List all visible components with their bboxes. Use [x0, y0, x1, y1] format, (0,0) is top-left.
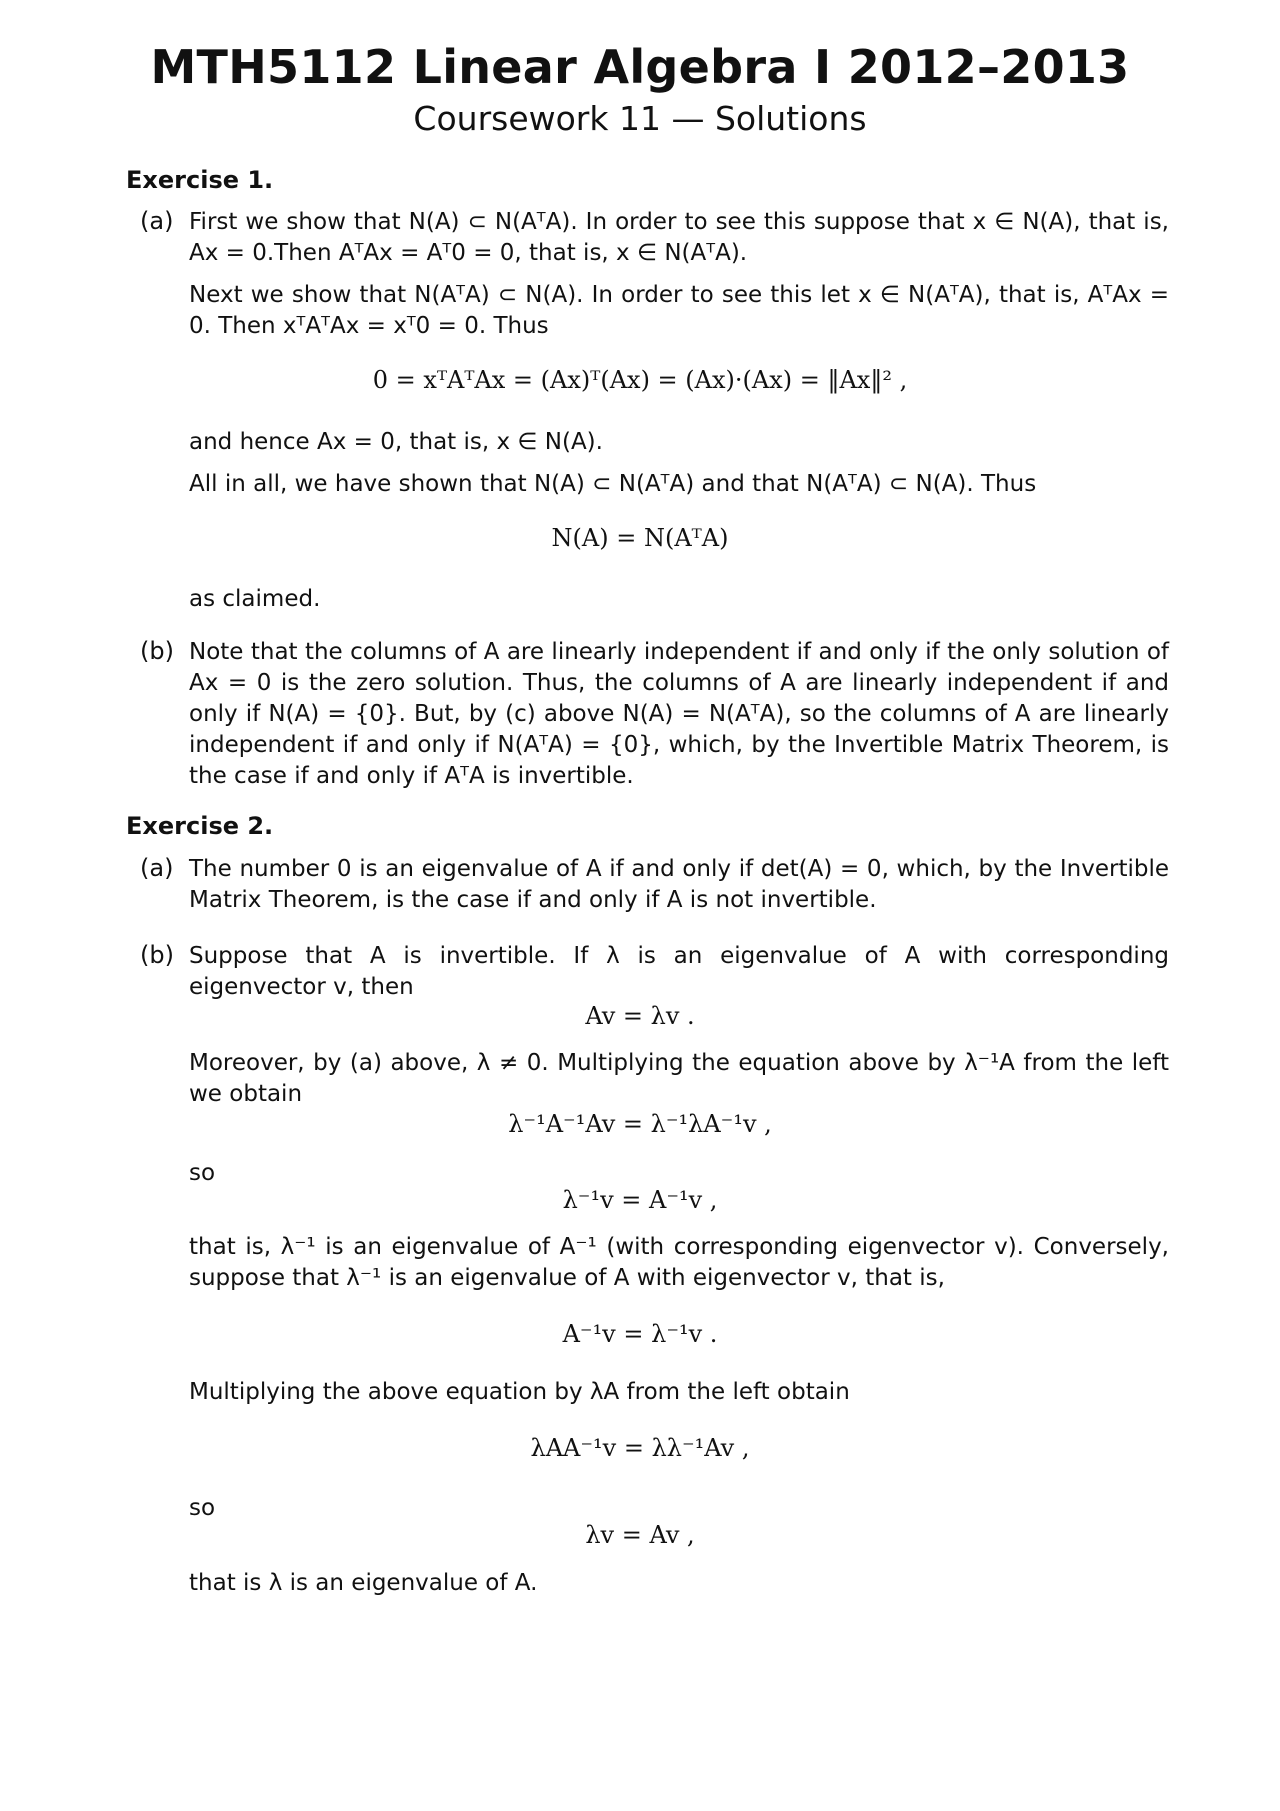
- exercise-2b-paragraph-4: Multiplying the above equation by λA from the left obtain: [189, 1379, 850, 1405]
- exercise-1a-equation-1: 0 = xᵀAᵀAx = (Ax)ᵀ(Ax) = (Ax)·(Ax) = ‖Ax‖² ,: [372, 366, 908, 394]
- exercise-1a-label: (a): [140, 207, 174, 235]
- exercise-2b-equation-3: λ⁻¹v = A⁻¹v ,: [562, 1186, 718, 1214]
- exercise-1a-equation-2: N(A) = N(AᵀA): [551, 524, 729, 552]
- exercise-2a-paragraph: The number 0 is an eigenvalue of A if and only if det(A) = 0, which, by the Invertible Matrix Theorem, is the case if and only if A is not invertible.: [189, 856, 1169, 913]
- exercise-1a-paragraph-1: First we show that N(A) ⊂ N(AᵀA). In order to see this suppose that x ∈ N(A), that is, Ax = 0.Then AᵀAx = Aᵀ0 = 0, that is, x ∈ N(AᵀA).: [189, 209, 1169, 266]
- exercise-2b-so-2: so: [189, 1495, 216, 1521]
- exercise-2b-equation-4: A⁻¹v = λ⁻¹v .: [562, 1320, 718, 1348]
- exercise-1a-paragraph-5: as claimed.: [189, 586, 321, 612]
- document-subtitle: Coursework 11 — Solutions: [413, 99, 867, 138]
- exercise-2b-paragraph-1: Suppose that A is invertible. If λ is an eigenvalue of A with corresponding eigenvector v, then: [189, 943, 1169, 1000]
- exercise-2b-equation-6: λv = Av ,: [585, 1521, 695, 1549]
- exercise-2b-paragraph-2: Moreover, by (a) above, λ ≠ 0. Multiplying the equation above by λ⁻¹A from the left we obtain: [189, 1050, 1169, 1107]
- exercise-2b-paragraph-3: that is, λ⁻¹ is an eigenvalue of A⁻¹ (with corresponding eigenvector v). Conversely, suppose that λ⁻¹ is an eigenvalue of A with eigenvector v, that is,: [189, 1234, 1169, 1291]
- document-title: MTH5112 Linear Algebra I 2012–2013: [150, 40, 1130, 94]
- exercise-2b-equation-1: Av = λv .: [585, 1002, 695, 1030]
- exercise-1a-paragraph-2: Next we show that N(AᵀA) ⊂ N(A). In order to see this let x ∈ N(AᵀA), that is, AᵀAx = 0. Then xᵀAᵀAx = xᵀ0 = 0. Thus: [189, 282, 1169, 339]
- exercise-2b-equation-2: λ⁻¹A⁻¹Av = λ⁻¹λA⁻¹v ,: [508, 1110, 772, 1138]
- exercise-2b-equation-5: λAA⁻¹v = λλ⁻¹Av ,: [530, 1434, 750, 1462]
- exercise-2b-so-1: so: [189, 1160, 216, 1186]
- exercise-2-heading: Exercise 2.: [126, 812, 274, 840]
- exercise-1b-paragraph: Note that the columns of A are linearly independent if and only if the only solution of Ax = 0 is the zero solution. Thus, the columns of A are linearly independent if and only if N(A) = {0}. But, by (c) above N(A) = N(AᵀA), so the columns of A are linearly independent if and only if N(AᵀA) = {0}, which, by the Invertible Matrix Theorem, is the case if and only if AᵀA is invertible.: [189, 639, 1169, 789]
- exercise-2b-paragraph-5: that is λ is an eigenvalue of A.: [189, 1570, 538, 1596]
- exercise-2b-label: (b): [140, 941, 174, 969]
- exercise-1-heading: Exercise 1.: [126, 166, 274, 194]
- exercise-1a-paragraph-3: and hence Ax = 0, that is, x ∈ N(A).: [189, 429, 603, 455]
- exercise-1a-paragraph-4: All in all, we have shown that N(A) ⊂ N(AᵀA) and that N(AᵀA) ⊂ N(A). Thus: [189, 471, 1037, 497]
- exercise-1b-label: (b): [140, 637, 174, 665]
- exercise-2a-label: (a): [140, 854, 174, 882]
